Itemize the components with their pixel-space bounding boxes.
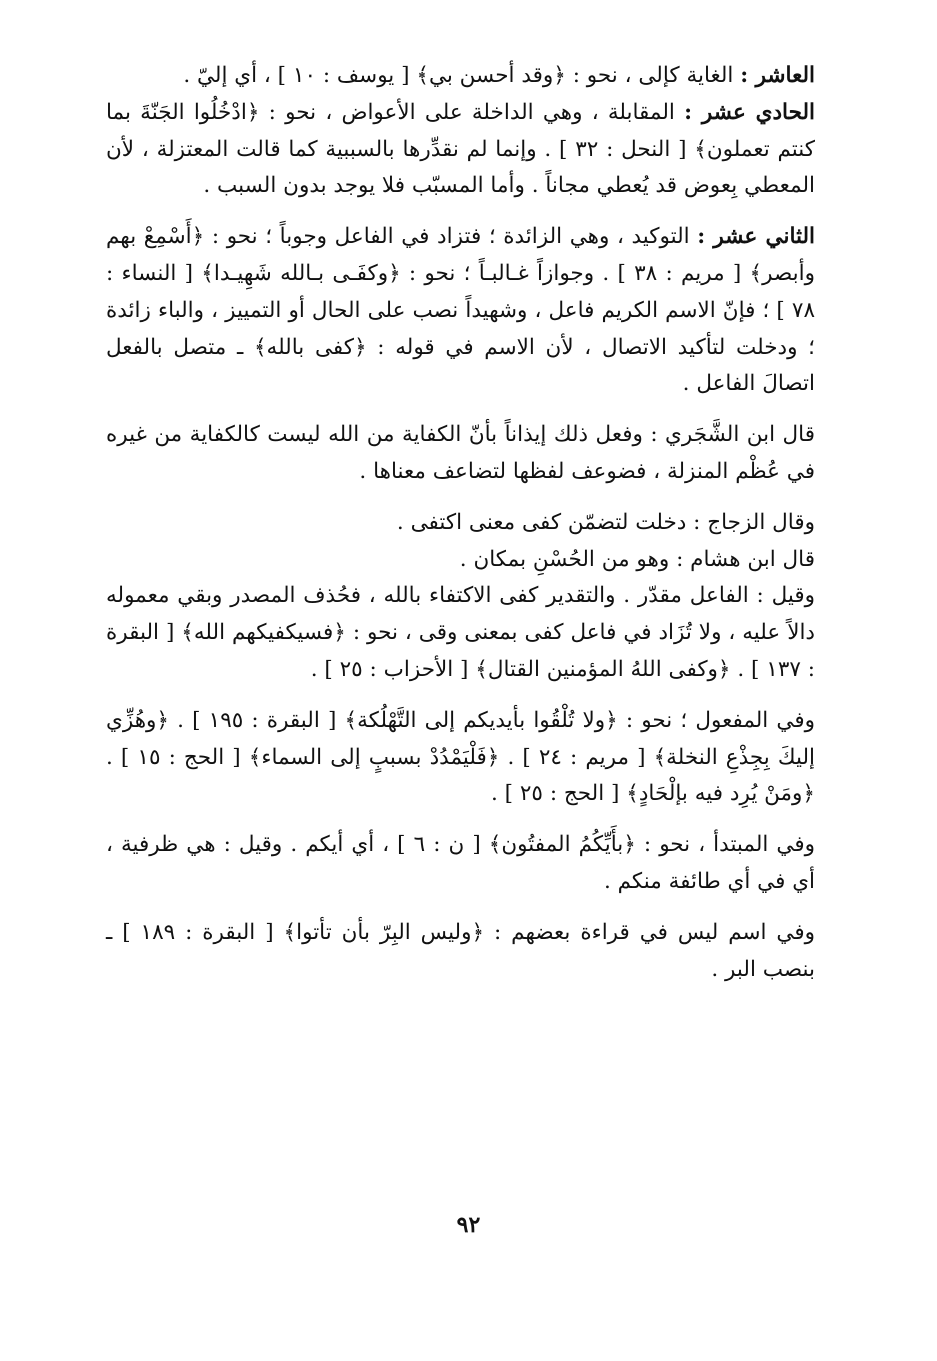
page-number: ٩٢ (456, 1212, 481, 1238)
paragraph-ibn-shajari (106, 417, 815, 491)
paragraph-text: المقابلة ، وهي الداخلة على الأعواض ، نحو : ﴿ادْخُلُوا الجَنّةَ بما كنتم تعملون﴾ [ النحل : ٣٢ ] . وإنما لم نقدِّرها بالسببية كما قالت المعتزلة ، لأن المعطي بِعوض قد يُعطي مجاناً . وأما المسبّب فلا يوجد بدون السبب . (106, 99, 815, 199)
paragraph-text: وقيل : الفاعل مقدّر . والتقدير كفى الاكتفاء بالله ، فحُذف المصدر وبقي معموله دالاً عليه ، ولا تُزَاد في فاعل كفى بمعنى وقى ، نحو : ﴿فسيكفيكهم الله﴾ [ البقرة : ١٣٧ ] . ﴿وكفى اللهُ المؤمنين القتال﴾ [ الأحزاب : ٢٥ ] . (106, 583, 815, 682)
paragraph-term: الثاني عشر : (697, 224, 816, 250)
paragraph-text: التوكيد ، وهي الزائدة ؛ فتزاد في الفاعل وجوباً ؛ نحو : ﴿أَسْمِعْ بهم وأبصر﴾ [ مريم : ٣٨ ] . وجوازاً غـالبـاً ؛ نحو : ﴿وكفَـى بـالله شَهِيـدا﴾ [ النساء : ٧٨ ] ؛ فإنّ الاسم الكريم فاعل ، وشهيداً نصب على الحال أو التمييز ، والباء زائدة ؛ ودخلت لتأكيد الاتصال ، لأن الاسم في قوله : ﴿كفى بالله﴾ ـ متصل بالفعل اتصالَ الفاعل . (106, 224, 815, 397)
paragraph-object (106, 703, 815, 813)
paragraph-term: العاشر : (740, 63, 815, 88)
paragraph-ibn-hisham (106, 542, 815, 579)
paragraph-text: وفي اسم ليس في قراءة بعضهم : ﴿وليس البِرّ بأن تأتوا﴾ [ البقرة : ١٨٩ ] ـ بنصب البر . (106, 919, 816, 982)
paragraph-text: قال ابن الشَّجَري : وفعل ذلك إيذاناً بأنّ الكفاية من الله ليست كالكفاية من غيره في عُظْم المنزلة ، فضوعف لفظها لتضاعف معناها . (106, 422, 815, 484)
paragraph-qila-fail (106, 578, 815, 688)
paragraph-text: الغاية كإلى ، نحو : ﴿وقد أحسن بي﴾ [ يوسف : ١٠ ] ، أي إليّ . (183, 63, 741, 88)
paragraph-text: وفي المبتدأ ، نحو : ﴿بأَيِّكُمُ المفتُون﴾ [ ن : ٦ ] ، أي أيكم . وقيل : هي ظرفية ، أي في أي طائفة منكم . (106, 832, 815, 894)
paragraph-term: الحادي عشر : (684, 99, 815, 125)
paragraph-text: قال ابن هشام : وهو من الحُسْنِ بمكان . (459, 546, 815, 572)
paragraph-text: وفي المفعول ؛ نحو : ﴿ولا تُلْقُوا بأيديكم إلى التَّهْلُكة﴾ [ البقرة : ١٩٥ ] . ﴿وهُزِّي إليكَ بِجِذْعِ النخلة﴾ [ مريم : ٢٤ ] . ﴿فَلْيَمْدُدْ بسببٍ إلى السماء﴾ [ الحج : ١٥ ] . ﴿ومَنْ يُرِد فيه بإلْحَادٍ﴾ [ الحج : ٢٥ ] . (106, 707, 815, 807)
paragraph-zajjaj (106, 505, 815, 542)
paragraph-subject (106, 827, 815, 901)
paragraph-twelfth (106, 219, 815, 403)
paragraph-eleventh (106, 95, 815, 205)
paragraph-text: وقال الزجاج : دخلت لتضمّن كفى معنى اكتفى . (396, 509, 815, 535)
paragraph-laysa (106, 915, 815, 989)
paragraph-tenth (106, 58, 815, 95)
